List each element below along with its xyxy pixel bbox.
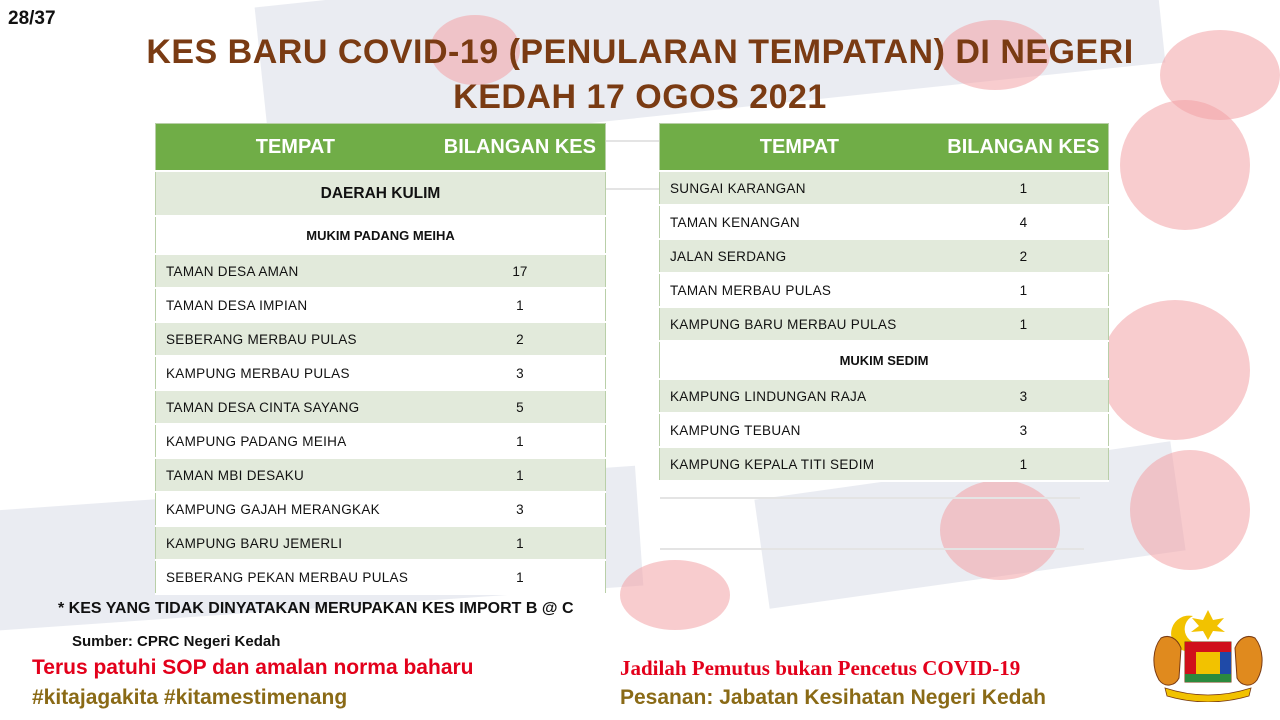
place-cell: KAMPUNG MERBAU PULAS (156, 356, 435, 390)
cases-cell: 1 (939, 171, 1109, 205)
cases-cell: 4 (939, 205, 1109, 239)
table-row (660, 379, 1109, 413)
cases-cell: 3 (435, 492, 606, 526)
decorative-line-3 (660, 497, 1080, 499)
cases-cell: 1 (939, 307, 1109, 341)
header-tempat: TEMPAT (156, 124, 435, 172)
place-cell: SEBERANG PEKAN MERBAU PULAS (156, 560, 435, 594)
table-row (156, 254, 606, 288)
table-row (156, 560, 606, 594)
place-cell: KAMPUNG BARU JEMERLI (156, 526, 435, 560)
place-cell: KAMPUNG GAJAH MERANGKAK (156, 492, 435, 526)
table-row (156, 458, 606, 492)
place-cell: TAMAN DESA IMPIAN (156, 288, 435, 322)
cases-cell: 1 (435, 526, 606, 560)
virus-decoration-4 (1130, 450, 1250, 570)
decorative-line-4 (660, 548, 1084, 550)
place-cell: KAMPUNG BARU MERBAU PULAS (660, 307, 939, 341)
place-cell: KAMPUNG TEBUAN (660, 413, 939, 447)
place-cell: JALAN SERDANG (660, 239, 939, 273)
header-tempat: TEMPAT (660, 124, 939, 172)
malaysia-coat-of-arms-icon (1145, 608, 1271, 702)
place-cell: KAMPUNG LINDUNGAN RAJA (660, 379, 939, 413)
right-cases-table (659, 123, 1109, 482)
place-cell: SEBERANG MERBAU PULAS (156, 322, 435, 356)
cases-cell: 5 (435, 390, 606, 424)
decorative-line-2 (606, 188, 660, 190)
table-row (156, 390, 606, 424)
source-text: Sumber: CPRC Negeri Kedah (72, 633, 281, 650)
import-case-note: * KES YANG TIDAK DINYATAKAN MERUPAKAN KES IMPORT B @ C (58, 600, 574, 617)
decorative-line-1 (606, 140, 660, 142)
cases-cell: 2 (939, 239, 1109, 273)
cases-cell: 3 (939, 413, 1109, 447)
place-cell: SUNGAI KARANGAN (660, 171, 939, 205)
district-row: DAERAH KULIM (156, 171, 606, 216)
table-row (156, 492, 606, 526)
cases-cell: 1 (435, 424, 606, 458)
slogan: Jadilah Pemutus bukan Pencetus COVID-19 (620, 656, 1021, 680)
cases-cell: 1 (435, 288, 606, 322)
hashtags: #kitajagakita #kitamestimenang (32, 686, 348, 709)
page-title-line1: KES BARU COVID-19 (PENULARAN TEMPATAN) DI NEGERI (146, 33, 1134, 71)
table-row (660, 307, 1109, 341)
table-row (660, 171, 1109, 205)
virus-decoration-8 (620, 560, 730, 630)
table-row (660, 447, 1109, 481)
place-cell: TAMAN DESA AMAN (156, 254, 435, 288)
cases-cell: 1 (939, 447, 1109, 481)
place-cell: KAMPUNG PADANG MEIHA (156, 424, 435, 458)
table-row (156, 526, 606, 560)
place-cell: TAMAN MBI DESAKU (156, 458, 435, 492)
mukim-row: MUKIM SEDIM (660, 341, 1109, 379)
virus-decoration-3 (1100, 300, 1250, 440)
message-source: Pesanan: Jabatan Kesihatan Negeri Kedah (620, 686, 1046, 709)
table-row (156, 322, 606, 356)
table-row (660, 205, 1109, 239)
page-number: 28/37 (8, 8, 56, 29)
table-row (156, 356, 606, 390)
page-title-line2: KEDAH 17 OGOS 2021 (453, 78, 827, 116)
sop-reminder: Terus patuhi SOP dan amalan norma baharu (32, 656, 474, 679)
cases-cell: 1 (939, 273, 1109, 307)
table-row (156, 288, 606, 322)
cases-cell: 2 (435, 322, 606, 356)
table-row (660, 413, 1109, 447)
place-cell: TAMAN DESA CINTA SAYANG (156, 390, 435, 424)
mukim-row: MUKIM PADANG MEIHA (156, 216, 606, 254)
virus-decoration-2 (1160, 30, 1280, 120)
virus-decoration-1 (1120, 100, 1250, 230)
cases-cell: 1 (435, 560, 606, 594)
table-row (156, 424, 606, 458)
place-cell: TAMAN MERBAU PULAS (660, 273, 939, 307)
cases-cell: 17 (435, 254, 606, 288)
header-bilangan-kes: BILANGAN KES (939, 124, 1109, 172)
header-bilangan-kes: BILANGAN KES (435, 124, 606, 172)
cases-cell: 3 (939, 379, 1109, 413)
virus-decoration-7 (940, 480, 1060, 580)
left-cases-table (155, 123, 606, 595)
cases-cell: 3 (435, 356, 606, 390)
table-row (660, 239, 1109, 273)
table-row (660, 273, 1109, 307)
cases-cell: 1 (435, 458, 606, 492)
place-cell: TAMAN KENANGAN (660, 205, 939, 239)
place-cell: KAMPUNG KEPALA TITI SEDIM (660, 447, 939, 481)
